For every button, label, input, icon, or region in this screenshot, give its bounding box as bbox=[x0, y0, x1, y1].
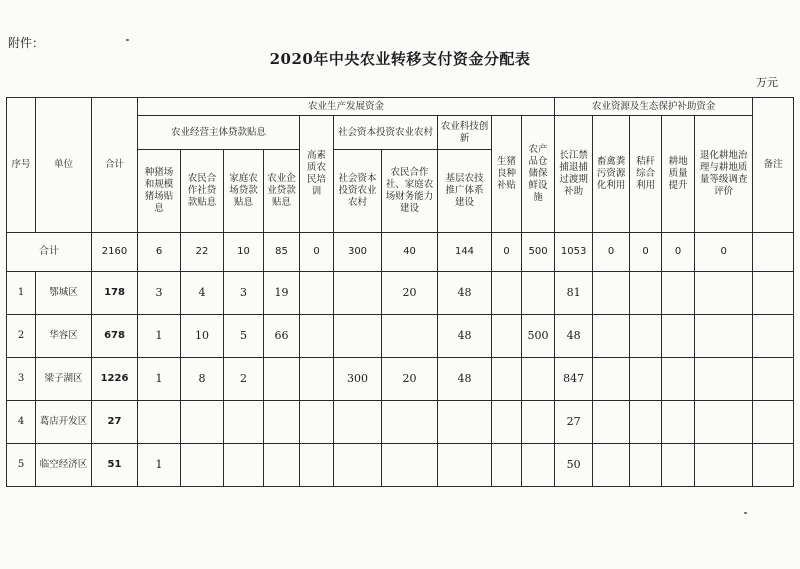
header-leaf-coop: 农民合作社贷款贴息 bbox=[181, 150, 224, 233]
row-total: 678 bbox=[92, 315, 138, 358]
table-cell bbox=[224, 401, 264, 444]
table-cell bbox=[662, 315, 695, 358]
table-row bbox=[7, 315, 794, 358]
table-cell bbox=[593, 401, 630, 444]
header-res-straw: 秸秆综合利用 bbox=[630, 116, 662, 233]
header-group-production: 农业生产发展资金 bbox=[138, 98, 555, 116]
table-cell bbox=[522, 444, 555, 487]
row-note bbox=[753, 444, 794, 487]
table-cell: 20 bbox=[382, 358, 438, 401]
row-total: 51 bbox=[92, 444, 138, 487]
table-cell bbox=[224, 444, 264, 487]
table-cell bbox=[492, 444, 522, 487]
header-sub-tech: 农业科技创新 bbox=[438, 116, 492, 150]
table-cell bbox=[630, 401, 662, 444]
table-cell bbox=[522, 272, 555, 315]
summary-cell: 40 bbox=[382, 233, 438, 272]
table-cell bbox=[662, 401, 695, 444]
table-cell bbox=[593, 272, 630, 315]
header-sub-storage: 农产品仓储保鲜设施 bbox=[522, 116, 555, 233]
table-cell bbox=[593, 358, 630, 401]
page-title: 2020年中央农业转移支付资金分配表 bbox=[269, 50, 531, 68]
attachment-label: 附件： bbox=[8, 36, 45, 50]
table-cell bbox=[695, 444, 753, 487]
table-cell: 300 bbox=[334, 358, 382, 401]
table-cell bbox=[522, 358, 555, 401]
table-cell bbox=[264, 444, 300, 487]
summary-row bbox=[7, 233, 794, 272]
row-index: 5 bbox=[7, 444, 36, 487]
table-cell bbox=[334, 444, 382, 487]
summary-cell: 6 bbox=[138, 233, 181, 272]
table-cell bbox=[630, 272, 662, 315]
row-name: 梁子湖区 bbox=[36, 358, 92, 401]
row-name: 葛店开发区 bbox=[36, 401, 92, 444]
summary-cell: 300 bbox=[334, 233, 382, 272]
table-cell: 81 bbox=[555, 272, 593, 315]
header-leaf-enterprise: 农业企业贷款贴息 bbox=[264, 150, 300, 233]
summary-cell: 22 bbox=[181, 233, 224, 272]
summary-cell: 0 bbox=[593, 233, 630, 272]
summary-cell: 0 bbox=[662, 233, 695, 272]
summary-label: 合计 bbox=[7, 233, 92, 272]
table-cell: 500 bbox=[522, 315, 555, 358]
header-group-resources: 农业资源及生态保护补助资金 bbox=[555, 98, 753, 116]
summary-cell: 144 bbox=[438, 233, 492, 272]
header-unit-name: 单位 bbox=[36, 98, 92, 233]
scan-speck bbox=[744, 512, 747, 514]
summary-cell: 500 bbox=[522, 233, 555, 272]
table-cell bbox=[593, 315, 630, 358]
table-cell bbox=[695, 358, 753, 401]
table-cell bbox=[695, 401, 753, 444]
table-row bbox=[7, 272, 794, 315]
table-cell bbox=[300, 401, 334, 444]
table-cell bbox=[300, 272, 334, 315]
scan-speck bbox=[126, 39, 129, 41]
header-leaf-extension: 基层农技推广体系建设 bbox=[438, 150, 492, 233]
table-cell bbox=[438, 401, 492, 444]
header-sub-pig: 生猪良种补贴 bbox=[492, 116, 522, 233]
header-leaf-family-farm: 家庭农场贷款贴息 bbox=[224, 150, 264, 233]
summary-cell: 1053 bbox=[555, 233, 593, 272]
row-name: 华容区 bbox=[36, 315, 92, 358]
table-cell bbox=[382, 401, 438, 444]
header-leaf-pig-farm: 种猪场和规模猪场贴息 bbox=[138, 150, 181, 233]
table-cell: 847 bbox=[555, 358, 593, 401]
table-cell: 4 bbox=[181, 272, 224, 315]
row-name: 鄂城区 bbox=[36, 272, 92, 315]
summary-cell: 0 bbox=[695, 233, 753, 272]
table-cell: 1 bbox=[138, 315, 181, 358]
table-cell bbox=[522, 401, 555, 444]
table-cell: 5 bbox=[224, 315, 264, 358]
unit-label: 万元 bbox=[756, 76, 778, 89]
table-cell: 48 bbox=[438, 315, 492, 358]
header-sub-training: 高素质农民培训 bbox=[300, 116, 334, 233]
allocation-table bbox=[6, 97, 794, 487]
table-cell bbox=[334, 401, 382, 444]
row-index: 3 bbox=[7, 358, 36, 401]
header-sub-social: 社会资本投资农业农村 bbox=[334, 116, 438, 150]
table-cell bbox=[300, 358, 334, 401]
table-cell: 50 bbox=[555, 444, 593, 487]
table-cell: 3 bbox=[138, 272, 181, 315]
table-cell bbox=[138, 401, 181, 444]
table-cell bbox=[264, 358, 300, 401]
table-cell bbox=[492, 358, 522, 401]
table-cell bbox=[382, 444, 438, 487]
table-cell bbox=[382, 315, 438, 358]
table-cell: 48 bbox=[438, 272, 492, 315]
table-cell bbox=[695, 315, 753, 358]
table-cell: 1 bbox=[138, 358, 181, 401]
table-row bbox=[7, 358, 794, 401]
table-cell bbox=[630, 358, 662, 401]
header-leaf-social-invest: 社会资本投资农业农村 bbox=[334, 150, 382, 233]
table-cell: 1 bbox=[138, 444, 181, 487]
table-cell: 48 bbox=[438, 358, 492, 401]
header-total: 合计 bbox=[92, 98, 138, 233]
table-cell bbox=[492, 401, 522, 444]
summary-total: 2160 bbox=[92, 233, 138, 272]
row-total: 1226 bbox=[92, 358, 138, 401]
table-cell: 66 bbox=[264, 315, 300, 358]
row-index: 4 bbox=[7, 401, 36, 444]
row-total: 178 bbox=[92, 272, 138, 315]
table-cell bbox=[695, 272, 753, 315]
row-note bbox=[753, 315, 794, 358]
header-leaf-coop-capacity: 农民合作社、家庭农场财务能力建设 bbox=[382, 150, 438, 233]
row-index: 1 bbox=[7, 272, 36, 315]
row-total: 27 bbox=[92, 401, 138, 444]
table-cell bbox=[438, 444, 492, 487]
summary-cell: 10 bbox=[224, 233, 264, 272]
table-cell bbox=[181, 444, 224, 487]
row-index: 2 bbox=[7, 315, 36, 358]
summary-cell: 85 bbox=[264, 233, 300, 272]
header-res-manure: 畜禽粪污资源化利用 bbox=[593, 116, 630, 233]
row-note bbox=[753, 272, 794, 315]
row-name: 临空经济区 bbox=[36, 444, 92, 487]
summary-cell: 0 bbox=[492, 233, 522, 272]
table-row bbox=[7, 444, 794, 487]
table-cell bbox=[300, 315, 334, 358]
table-cell bbox=[662, 358, 695, 401]
header-res-yangtze: 长江禁捕退捕过渡期补助 bbox=[555, 116, 593, 233]
table-cell: 2 bbox=[224, 358, 264, 401]
table-cell: 48 bbox=[555, 315, 593, 358]
row-note bbox=[753, 401, 794, 444]
table-cell bbox=[181, 401, 224, 444]
table-cell bbox=[334, 272, 382, 315]
table-cell bbox=[492, 272, 522, 315]
table-cell bbox=[264, 401, 300, 444]
summary-cell: 0 bbox=[630, 233, 662, 272]
table-cell bbox=[630, 444, 662, 487]
table-cell bbox=[593, 444, 630, 487]
summary-note bbox=[753, 233, 794, 272]
table-cell: 19 bbox=[264, 272, 300, 315]
table-cell: 10 bbox=[181, 315, 224, 358]
table-cell bbox=[662, 272, 695, 315]
table-cell bbox=[334, 315, 382, 358]
header-note: 备注 bbox=[753, 98, 794, 233]
header-index: 序号 bbox=[7, 98, 36, 233]
table-row bbox=[7, 401, 794, 444]
table-cell bbox=[662, 444, 695, 487]
table-cell bbox=[300, 444, 334, 487]
table-cell: 3 bbox=[224, 272, 264, 315]
header-res-farmland: 耕地质量提升 bbox=[662, 116, 695, 233]
row-note bbox=[753, 358, 794, 401]
header-sub-loan: 农业经营主体贷款贴息 bbox=[138, 116, 300, 150]
table-cell: 8 bbox=[181, 358, 224, 401]
table-cell bbox=[492, 315, 522, 358]
table-cell bbox=[630, 315, 662, 358]
table-cell: 20 bbox=[382, 272, 438, 315]
header-res-grassland: 退化耕地治理与耕地质量等级调查评价 bbox=[695, 116, 753, 233]
table-cell: 27 bbox=[555, 401, 593, 444]
summary-cell: 0 bbox=[300, 233, 334, 272]
